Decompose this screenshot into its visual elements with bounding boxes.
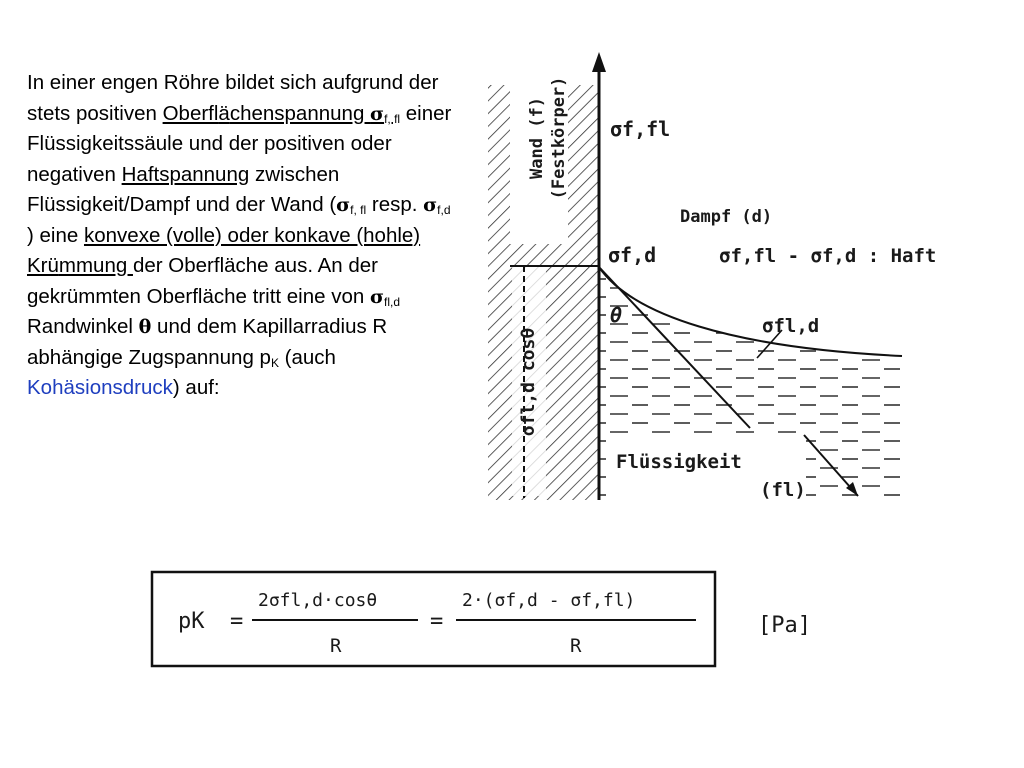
text-segment: ö (178, 71, 190, 94)
sigma-f-fl-label: σf,fl (610, 117, 671, 141)
sigma-fl-d-label: σfl,d (762, 315, 820, 337)
formula-numerator-2: 2·(σf,d - σf,fl) (462, 590, 636, 611)
formula-unit: [Pa] (758, 613, 811, 638)
adhesion-expression: σf,fl - σf,d : Haft (719, 245, 937, 267)
axis-arrow-head (592, 52, 606, 72)
formula-lhs: pK (178, 609, 205, 634)
fluid-label: Flüssigkeit (616, 451, 742, 473)
vapor-label: Dampf (d) (680, 207, 773, 227)
sigma-f-d-label: σf,d (608, 243, 657, 267)
formula-denominator-1: R (330, 635, 342, 657)
formula-equals-2: = (430, 609, 444, 634)
term-oberflaechenspannung: Oberflächenspannung $\sigma_{f, fl}$ (162, 101, 401, 126)
formula-denominator-2: R (570, 635, 582, 657)
text-segment: In einer engen R (27, 71, 179, 94)
wall-label-line-1: Wand (f) (527, 97, 547, 179)
explanation-paragraph: In einer engen Röhre bildet sich aufgrund der stets positiven Oberflächenspannung $\sigma_{f, fl}$ einer Flüssigkeitssäule und der positiven oder negativen Haftspannung zwischen Flüssigkeit/Dampf und der Wand ($\sigma_{f, fl}$ resp. $\sigma_{f,d}$ ) eine konvexe (volle) oder konkave (hohle) Krümmung der Oberfläche aus. An der gekrümmten Oberfläche tritt eine von $\sigma_{fl,d}$ Randwinkel θ und dem Kapillarradius R abhängige Zugspannung $p_K$ (auch Kohäsionsdruck) auf: (27, 71, 452, 399)
capillary-diagram (482, 30, 1024, 520)
fluid-abbrev-label: (fl) (760, 479, 806, 501)
text-segment: einer Fl (27, 101, 452, 155)
kohaesionsdruck-link[interactable]: Kohäsionsdruck (27, 376, 173, 399)
contact-angle-label: θ (610, 303, 623, 327)
text-segment: hre bildet sich aufgrund der stets positiven (27, 71, 439, 125)
sigma-fld-cos-label: σfl,d cosθ (518, 327, 539, 437)
capillary-pressure-formula (148, 562, 818, 682)
vertical-component-label (518, 328, 539, 436)
formula-equals-1: = (230, 609, 244, 634)
wall-label-line-2: (Festkörper) (549, 76, 569, 200)
term-kruemmung: konvexe (volle) oder konkave (hohle) Krümmung (27, 223, 421, 277)
formula-numerator-1: 2σfl,d·cosθ (258, 590, 378, 611)
term-haftspannung: Haftspannung (121, 162, 250, 186)
